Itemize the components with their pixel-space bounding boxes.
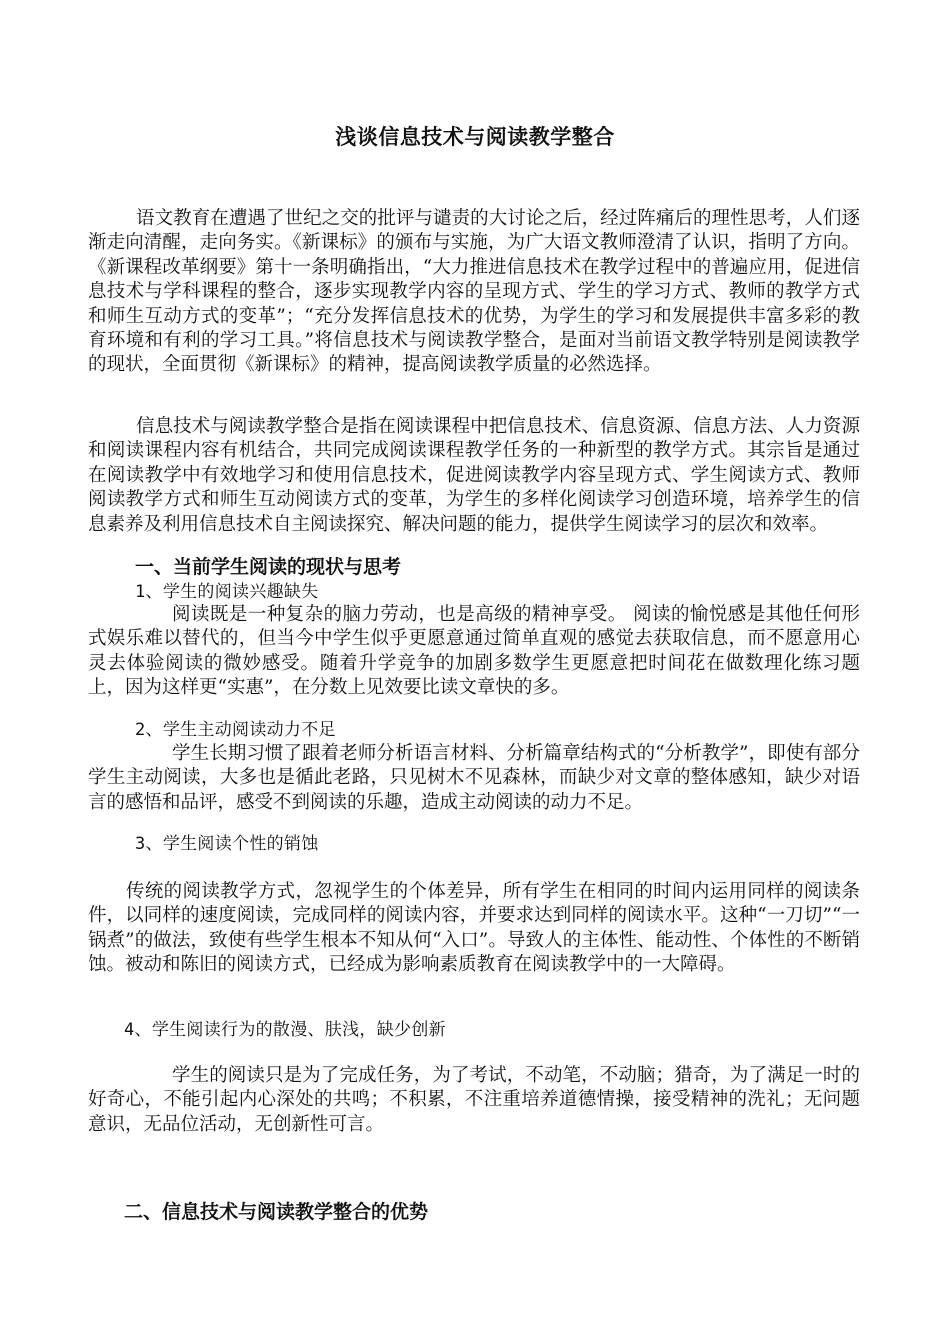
section-2-heading: 二、信息技术与阅读教学整合的优势: [124, 1201, 429, 1223]
subheading-3: 3、学生阅读个性的销蚀: [135, 834, 319, 854]
body-paragraph-1: 阅读既是一种复杂的脑力劳动，也是高级的精神享受。 阅读的愉悦感是其他任何形式娱乐难以替代的，但当今中学生似乎更愿意通过简单直观的感觉去获取信息，而不愿意用心灵去体验阅读的微妙感受。随着升学竞争的加剧多数学生更愿意把时间花在做数理化练习题上，因为这样更“实惠”，在分数上见效要比读文章快的多。: [88, 604, 860, 699]
body-paragraph-2: 学生长期习惯了跟着老师分析语言材料、分析篇章结构式的“分析教学”，即使有部分学生主动阅读，大多也是循此老路，只见树木不见森林，而缺少对文章的整体感知，缺少对语言的感悟和品评，感受不到阅读的乐趣，造成主动阅读的动力不足。: [88, 743, 860, 813]
subheading-2: 2、学生主动阅读动力不足: [135, 720, 336, 740]
intro-paragraph-2: 信息技术与阅读教学整合是指在阅读课程中把信息技术、信息资源、信息方法、人力资源和阅读课程内容有机结合，共同完成阅读课程教学任务的一种新型的教学方式。其宗旨是通过在阅读教学中有效地学习和使用信息技术，促进阅读教学内容呈现方式、学生阅读方式、教师阅读教学方式和师生互动阅读方式的变革，为学生的多样化阅读学习创造环境，培养学生的信息素养及利用信息技术自主阅读探究、解决问题的能力，提供学生阅读学习的层次和效率。: [88, 416, 860, 535]
body-paragraph-4: 学生的阅读只是为了完成任务，为了考试，不动笔，不动脑；猎奇，为了满足一时的好奇心，不能引起内心深处的共鸣；不积累，不注重培养道德情操，接受精神的洗礼；无问题意识，无品位活动，无创新性可言。: [88, 1065, 860, 1135]
intro-paragraph-1: 语文教育在遭遇了世纪之交的批评与谴责的大讨论之后，经过阵痛后的理性思考，人们逐渐走向清醒，走向务实。《新课标》的颁布与实施，为广大语文教师澄清了认识，指明了方向。《新课程改革纲要》第十一条明确指出，“大力推进信息技术在教学过程中的普遍应用，促进信息技术与学科课程的整合，逐步实现教学内容的呈现方式、学生的学习方式、教师的教学方式和师生互动方式的变革”；“充分发挥信息技术的优势，为学生的学习和发展提供丰富多彩的教育环境和有利的学习工具。”将信息技术与阅读教学整合，是面对当前语文教学特别是阅读教学的现状，全面贯彻《新课标》的精神，提高阅读教学质量的必然选择。: [88, 208, 860, 376]
subheading-1: 1、学生的阅读兴趣缺失: [135, 582, 319, 602]
document-title: 浅谈信息技术与阅读教学整合: [335, 125, 615, 149]
section-1-heading: 一、当前学生阅读的现状与思考: [135, 556, 402, 578]
subheading-4: 4、学生阅读行为的散漫、肤浅，缺少创新: [124, 1020, 446, 1040]
body-paragraph-3: 传统的阅读教学方式，忽视学生的个体差异，所有学生在相同的时间内运用同样的阅读条件，以同样的速度阅读，完成同样的阅读内容，并要求达到同样的阅读水平。这种“一刀切”“一锅煮”的做法，致使有些学生根本不知从何“入口”。导致人的主体性、能动性、个体性的不断销蚀。被动和陈旧的阅读方式，已经成为影响素质教育在阅读教学中的一大障碍。: [88, 881, 860, 976]
